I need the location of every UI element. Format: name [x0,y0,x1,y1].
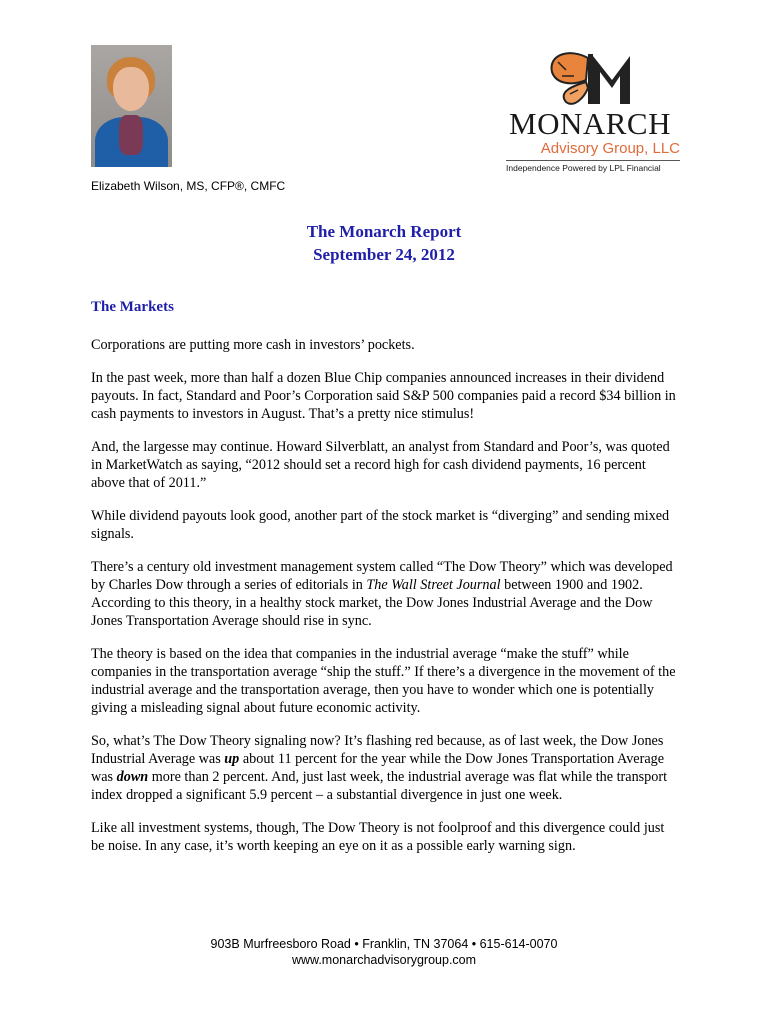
paragraph-5-text-a: There’s a century old investment management system called “The Dow Theory” which was developed by Charles Dow through a series of editorials in [91,559,673,593]
paragraph-7-text-c: about 11 percent for the year while the Dow Jones Transportation Average was [91,751,665,785]
publication-name: The Wall Street Journal [366,577,501,593]
paragraph-5 [91,558,681,630]
paragraph-7-text-a: So, what’s The Dow Theory signaling now? It’s flashing red because, as of last week, the Dow Jones Industrial Average was [91,733,664,767]
report-date: September 24, 2012 [313,245,455,264]
author-caption: Elizabeth Wilson, MS, CFP®, CMFC [91,179,286,193]
paragraph-6: The theory is based on the idea that companies in the industrial average “make the stuff” while companies in the transportation average “ship the stuff.” If there’s a divergence in the movement of the industrial average and the transportation average, then you have to wonder which one is potentially giving a misleading signal about future economic activity. [91,646,676,716]
section-heading: The Markets [91,299,174,315]
footer-address: 903B Murfreesboro Road • Franklin, TN 37064 • 615-614-0070 [210,937,558,951]
photo-scarf [119,115,143,155]
paragraph-3: And, the largesse may continue. Howard Silverblatt, an analyst from Standard and Poor’s, was quoted in MarketWatch as saying, “2012 should set a record high for cash dividend payments, 16 percent above that of 2011.” [91,439,670,491]
company-logo [500,50,680,175]
report-body [91,336,681,870]
author-photo [91,45,172,167]
paragraph-5-text-c: between 1900 and 1902. According to this theory, in a healthy stock market, the Dow Jones Industrial Average and the Dow Jones Transportation Average should rise in sync. [91,577,653,629]
photo-face [113,67,149,111]
page-footer [0,936,768,968]
paragraph-1: Corporations are putting more cash in investors’ pockets. [91,337,415,353]
report-title: The Monarch Report [306,222,462,241]
paragraph-8: Like all investment systems, though, The Dow Theory is not foolproof and this divergence could just be noise. In any case, it’s worth keeping an eye on it as a possible early warning sign. [91,820,665,854]
footer-website[interactable]: www.monarchadvisorygroup.com [291,953,477,967]
report-header [0,220,768,266]
logo-divider [506,160,680,161]
logo-tagline: Independence Powered by LPL Financial [506,163,661,173]
paragraph-7-text-e: more than 2 percent. And, just last week, the industrial average was flat while the transport index dropped a significant 5.9 percent – a substantial divergence in just one week. [91,769,668,803]
logo-name: MONARCH [509,106,671,141]
emphasis-down: down [116,769,149,785]
emphasis-up: up [224,751,240,767]
paragraph-2: In the past week, more than half a dozen Blue Chip companies announced increases in their dividend payouts. In fact, Standard and Poor’s Corporation said S&P 500 companies paid a record $34 billion in cash payments to investors in August. That’s a pretty nice stimulus! [91,370,676,422]
paragraph-4: While dividend payouts look good, another part of the stock market is “diverging” and sending mixed signals. [91,508,670,542]
logo-subtitle: Advisory Group, LLC [540,140,680,157]
paragraph-7 [91,732,681,804]
butterfly-logo-icon [500,50,680,106]
